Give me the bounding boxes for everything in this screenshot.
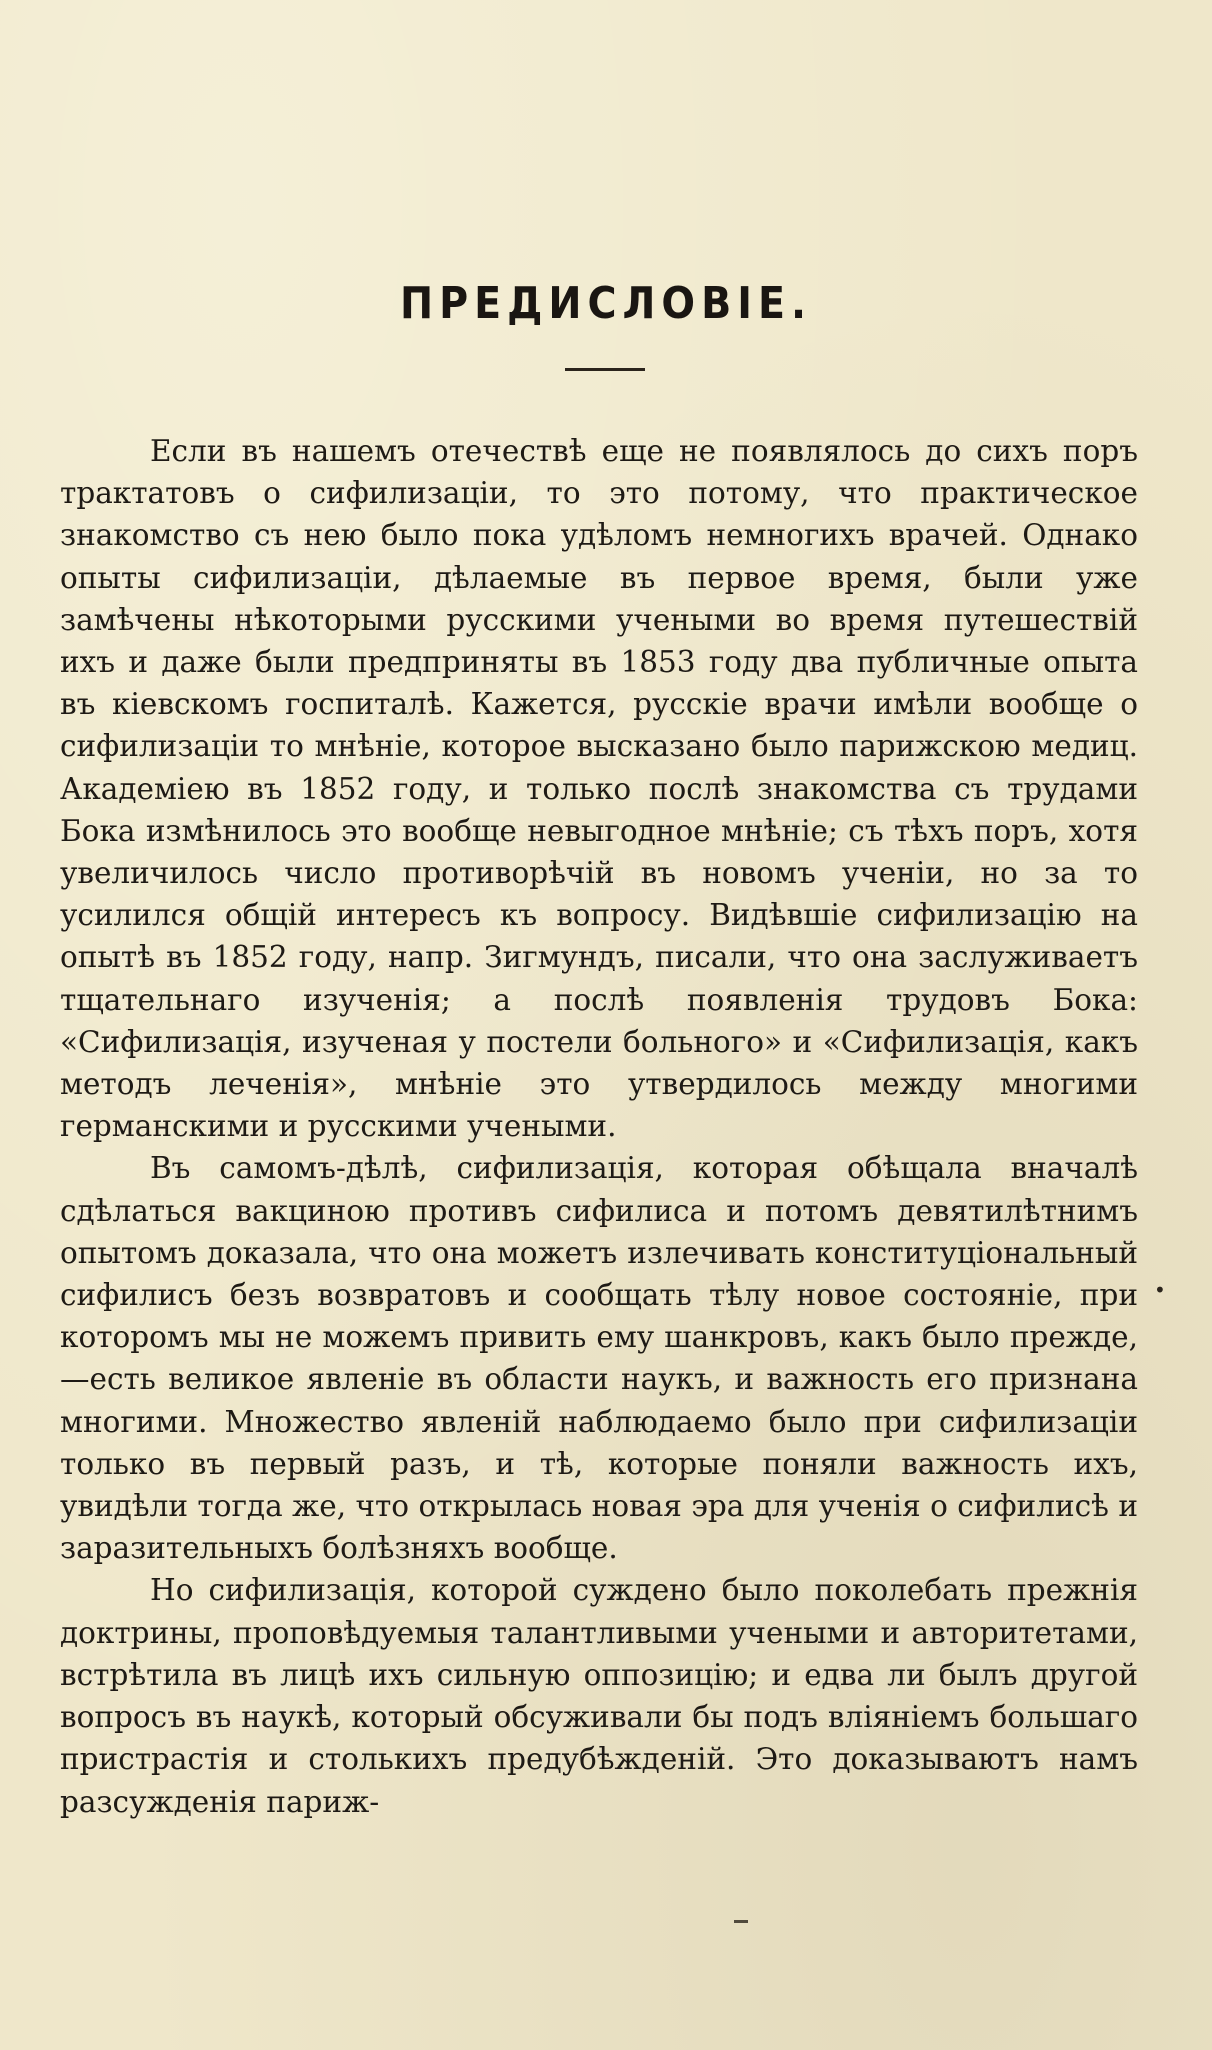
page-title: ПРЕДИСЛОВІЕ.	[399, 278, 813, 329]
paragraph-1: Если въ нашемъ отечествѣ еще не появлялось до сихъ поръ трактатовъ о сифилизаціи, то это потому, что практическое знакомство съ нею было пока удѣломъ немногихъ врачей. Однако опыты сифилизаціи, дѣлаемые въ первое время, были уже замѣчены нѣкоторыми русскими учеными во время путешествій ихъ и даже были предприняты въ 1853 году два публичные опыта въ кіевскомъ госпиталѣ. Кажется, русскіе врачи имѣли вообще о сифилизаціи то мнѣніе, которое высказано было парижскою медиц. Академіею въ 1852 году, и только послѣ знакомства съ трудами Бока измѣнилось это вообще невыгодное мнѣніе; съ тѣхъ поръ, хотя увеличилось число противорѣчій въ новомъ ученіи, но за то усилился общій интересъ къ вопросу. Видѣвшіе сифилизацію на опытѣ въ 1852 году, напр. Зигмундъ, писали, что она заслуживаетъ тщательнаго изученія; а послѣ появленія трудовъ Бока: «Сифилизація, изученая у постели больного» и «Сифилизація, какъ методъ леченія», мнѣніе это утвердилось между многими германскими и русскими учеными.	[60, 434, 1138, 1144]
bottom-ink-mark	[734, 1920, 748, 1923]
paragraph-2: Въ самомъ-дѣлѣ, сифилизація, которая обѣщала вначалѣ сдѣлаться вакциною противъ сифилиса и потомъ девятилѣтнимъ опытомъ доказала, что она можетъ излечивать конституціональный сифилисъ безъ возвратовъ и сообщать тѣлу новое состояніе, при которомъ мы не можемъ привить ему шанкровъ, какъ было прежде,—есть великое явленіе въ области наукъ, и важность его признана многими. Множество явленій наблюдаемо было при сифилизаціи только въ первый разъ, и тѣ, которые поняли важность ихъ, увидѣли тогда же, что открылась новая эра для ученія о сифилисѣ и заразительныхъ болѣзняхъ вообще.	[60, 1151, 1138, 1566]
main-text	[60, 430, 1138, 1823]
title-rule-divider	[565, 368, 645, 371]
paragraph-3: Но сифилизація, которой суждено было поколебать прежнія доктрины, проповѣдуемыя талантливыми учеными и авторитетами, встрѣтила въ лицѣ ихъ сильную оппозицію; и едва ли былъ другой вопросъ въ наукѣ, который обсуживали бы подъ вліяніемъ большаго пристрастія и столькихъ предубѣжденій. Это доказываютъ намъ разсужденія париж-	[60, 1573, 1138, 1819]
margin-dot-mark: •	[1154, 1278, 1166, 1302]
